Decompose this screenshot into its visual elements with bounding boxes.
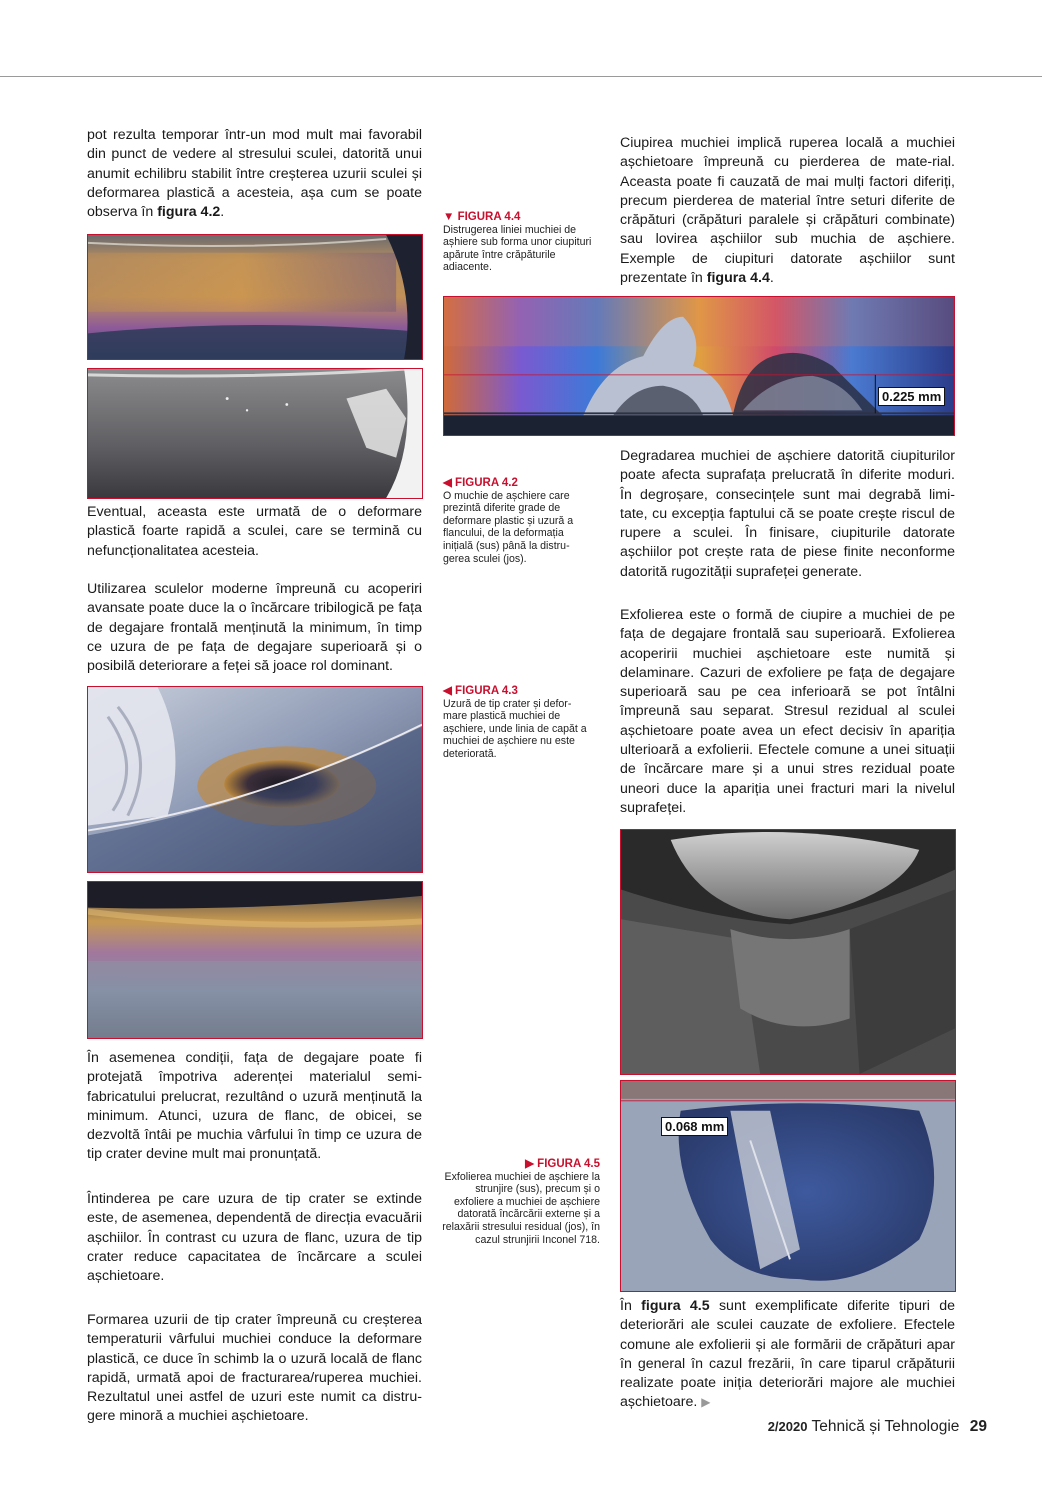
scale-bar-label-4-4: 0.225 mm	[878, 387, 945, 406]
figure-4-3-bottom-photo	[87, 881, 423, 1039]
col3-paragraph-1: Ciupirea muchiei implică ruperea locală a muchiei așchietoare împreună cu pierderea de mate-rial. Aceasta poate fi cauzată de mai mulți factori diferiți, precum pierderea de material între seturi diferite de crăpături (crăpături paralele și crăpături combinate) sau lovirea așchiilor sub muchia de așchiere. Exemple de ciupituri datorate așchiilor sunt prezentate în figura 4.4.	[620, 135, 955, 287]
figure-4-5-label: ▶ FIGURA 4.5	[525, 1158, 600, 1170]
magazine-title: Tehnică și Tehnologie	[811, 1418, 960, 1435]
figure-4-2-bottom-photo	[87, 368, 423, 499]
figure-ref-4-4[interactable]: figura 4.4	[706, 270, 770, 287]
scale-bar-label-4-5: 0.068 mm	[661, 1117, 728, 1136]
page-number: 29	[969, 1418, 987, 1435]
col3-paragraph-2: Degradarea muchiei de așchiere datorită ciupiturilor poate afecta suprafața prelucrată în diferite moduri. În degroșare, consecințele sunt mai degrabă limi-tate, cu excepția faptului că se poate crește riscul de rupere a sculei. În finisare, ciupiturile datorate așchiilor pot crește rata de piese finite neconforme datorită rugozității suprafeței generate.	[620, 448, 955, 580]
figure-4-4-photo	[443, 296, 955, 436]
col1-paragraph-5: Întinderea pe care uzura de tip crater se extinde este, de asemenea, dependentă de direcția evacuării așchiilor. În contrast cu uzura de flanc, uzura de tip crater reduce capacitatea de încărcare a sculei așchietoare.	[87, 1191, 422, 1285]
figure-4-5-bottom-photo	[620, 1080, 956, 1292]
figure-4-3-top-photo	[87, 686, 423, 873]
col1-paragraph-6: Formarea uzurii de tip crater împreună cu creșterea temperaturii vârfului muchiei conduce la deformare plastică, ce duce în schimb la o uzură locală de flanc rapidă, urmată apoi de fracturarea/ruperea muchiei. Rezultatul unei astfel de uzuri este numit ca distru-gere minoră a muchiei așchietoare.	[87, 1312, 422, 1425]
figure-4-3-caption: ◀ FIGURA 4.3 Uzură de tip crater și defor-mare plastică muchiei de așchiere, unde linia de capăt a muchiei de așchiere nu este deteriorată.	[443, 685, 593, 761]
col3-paragraph-3: Exfolierea este o formă de ciupire a muchiei de pe fața de degajare frontală sau superioară. Exfolierea acoperirii muchiei așchietoare este numită și delaminare. Cazuri de exfoliere pe fața de degajare superioară sau pe cea inferioară se pot întâlni împreună sau separat. Stresul rezidual al sculei așchietoare poate avea un efect decisiv în apariția ulterioară a exfolierii. Efectele comune a unei situații de încărcare mare și a unui stres rezidual poate uneori duce la apariția unei fracturi mari la nivelul suprafeței.	[620, 607, 955, 816]
figure-ref-4-2[interactable]: figura 4.2	[157, 204, 221, 221]
col3-paragraph-4: În figura 4.5 sunt exemplificate diferite tipuri de deteriorări ale sculei cauzate de exfoliere. Efectele comune ale exfolierii și ale formării de crăpături apar în general în cazul frezării, în care tiparul crăpăturii realizate poate iniția deteriorări majore ale muchiei așchietoare. ▶	[620, 1298, 955, 1411]
col1-paragraph-3: Utilizarea sculelor moderne împreună cu acoperiri avansate poate duce la o încărcare tribilogică pe fața de degajare frontală menținută la minimum, în timp ce uzura de pe fața de degajare superioară și o posibilă deteriorare a feței să joace rol dominant.	[87, 581, 422, 675]
figure-4-4-caption: ▼ FIGURA 4.4 Distrugerea liniei muchiei de așhiere sub forma unor ciupituri apărute între crăpăturile adiacente.	[443, 211, 592, 274]
header-rule	[0, 76, 1042, 77]
figure-4-4-label: ▼ FIGURA 4.4	[443, 211, 521, 223]
col1-paragraph-4: În asemenea condiții, fața de degajare poate fi protejată împotriva aderenței materialul semi-fabricatului prelucrat, rezultând o uzură menținută la minimum. Atunci, uzura de flanc, de obicei, se dezvoltă întâi pe muchia vârfului în timp ce uzura de tip crater devine mult mai pronunțată.	[87, 1050, 422, 1163]
col1-paragraph-1: pot rezulta temporar într-un mod mult mai favorabil din punct de vedere al stresului sculei, datorită unui anumit echilibru stabilit între creșterea uzurii sculei și deformarea plastică a acesteia, așa cum se poate observa în figura 4.2.	[87, 127, 422, 221]
figure-4-3-label: ◀ FIGURA 4.3	[443, 685, 518, 697]
figure-4-2-caption: ◀ FIGURA 4.2 O muchie de așchiere care prezintă diferite grade de deformare plastic și uzură a flancului, de la deformația inițială (sus) până la distru-gerea sculei (jos).	[443, 477, 593, 565]
figure-4-5-caption: ▶ FIGURA 4.5 Exfolierea muchiei de așchiere la strunjire (sus), precum și o exfoliere a muchiei de așchiere datorată încărcării externe și a relaxării stresului residual (jos), în cazul strunjirii Inconel 718.	[440, 1158, 600, 1246]
page-footer	[768, 1418, 987, 1436]
continue-arrow-icon: ▶	[701, 1395, 711, 1410]
figure-ref-4-5[interactable]: figura 4.5	[641, 1298, 710, 1314]
figure-4-2-top-photo	[87, 234, 423, 360]
figure-4-2-label: ◀ FIGURA 4.2	[443, 477, 518, 489]
issue-number: 2/2020	[767, 1419, 808, 1434]
col1-paragraph-2: Eventual, aceasta este urmată de o deformare plastică foarte rapidă a sculei, care se termină cu nefuncționalitatea acesteia.	[87, 504, 422, 559]
figure-4-5-top-photo	[620, 829, 956, 1075]
